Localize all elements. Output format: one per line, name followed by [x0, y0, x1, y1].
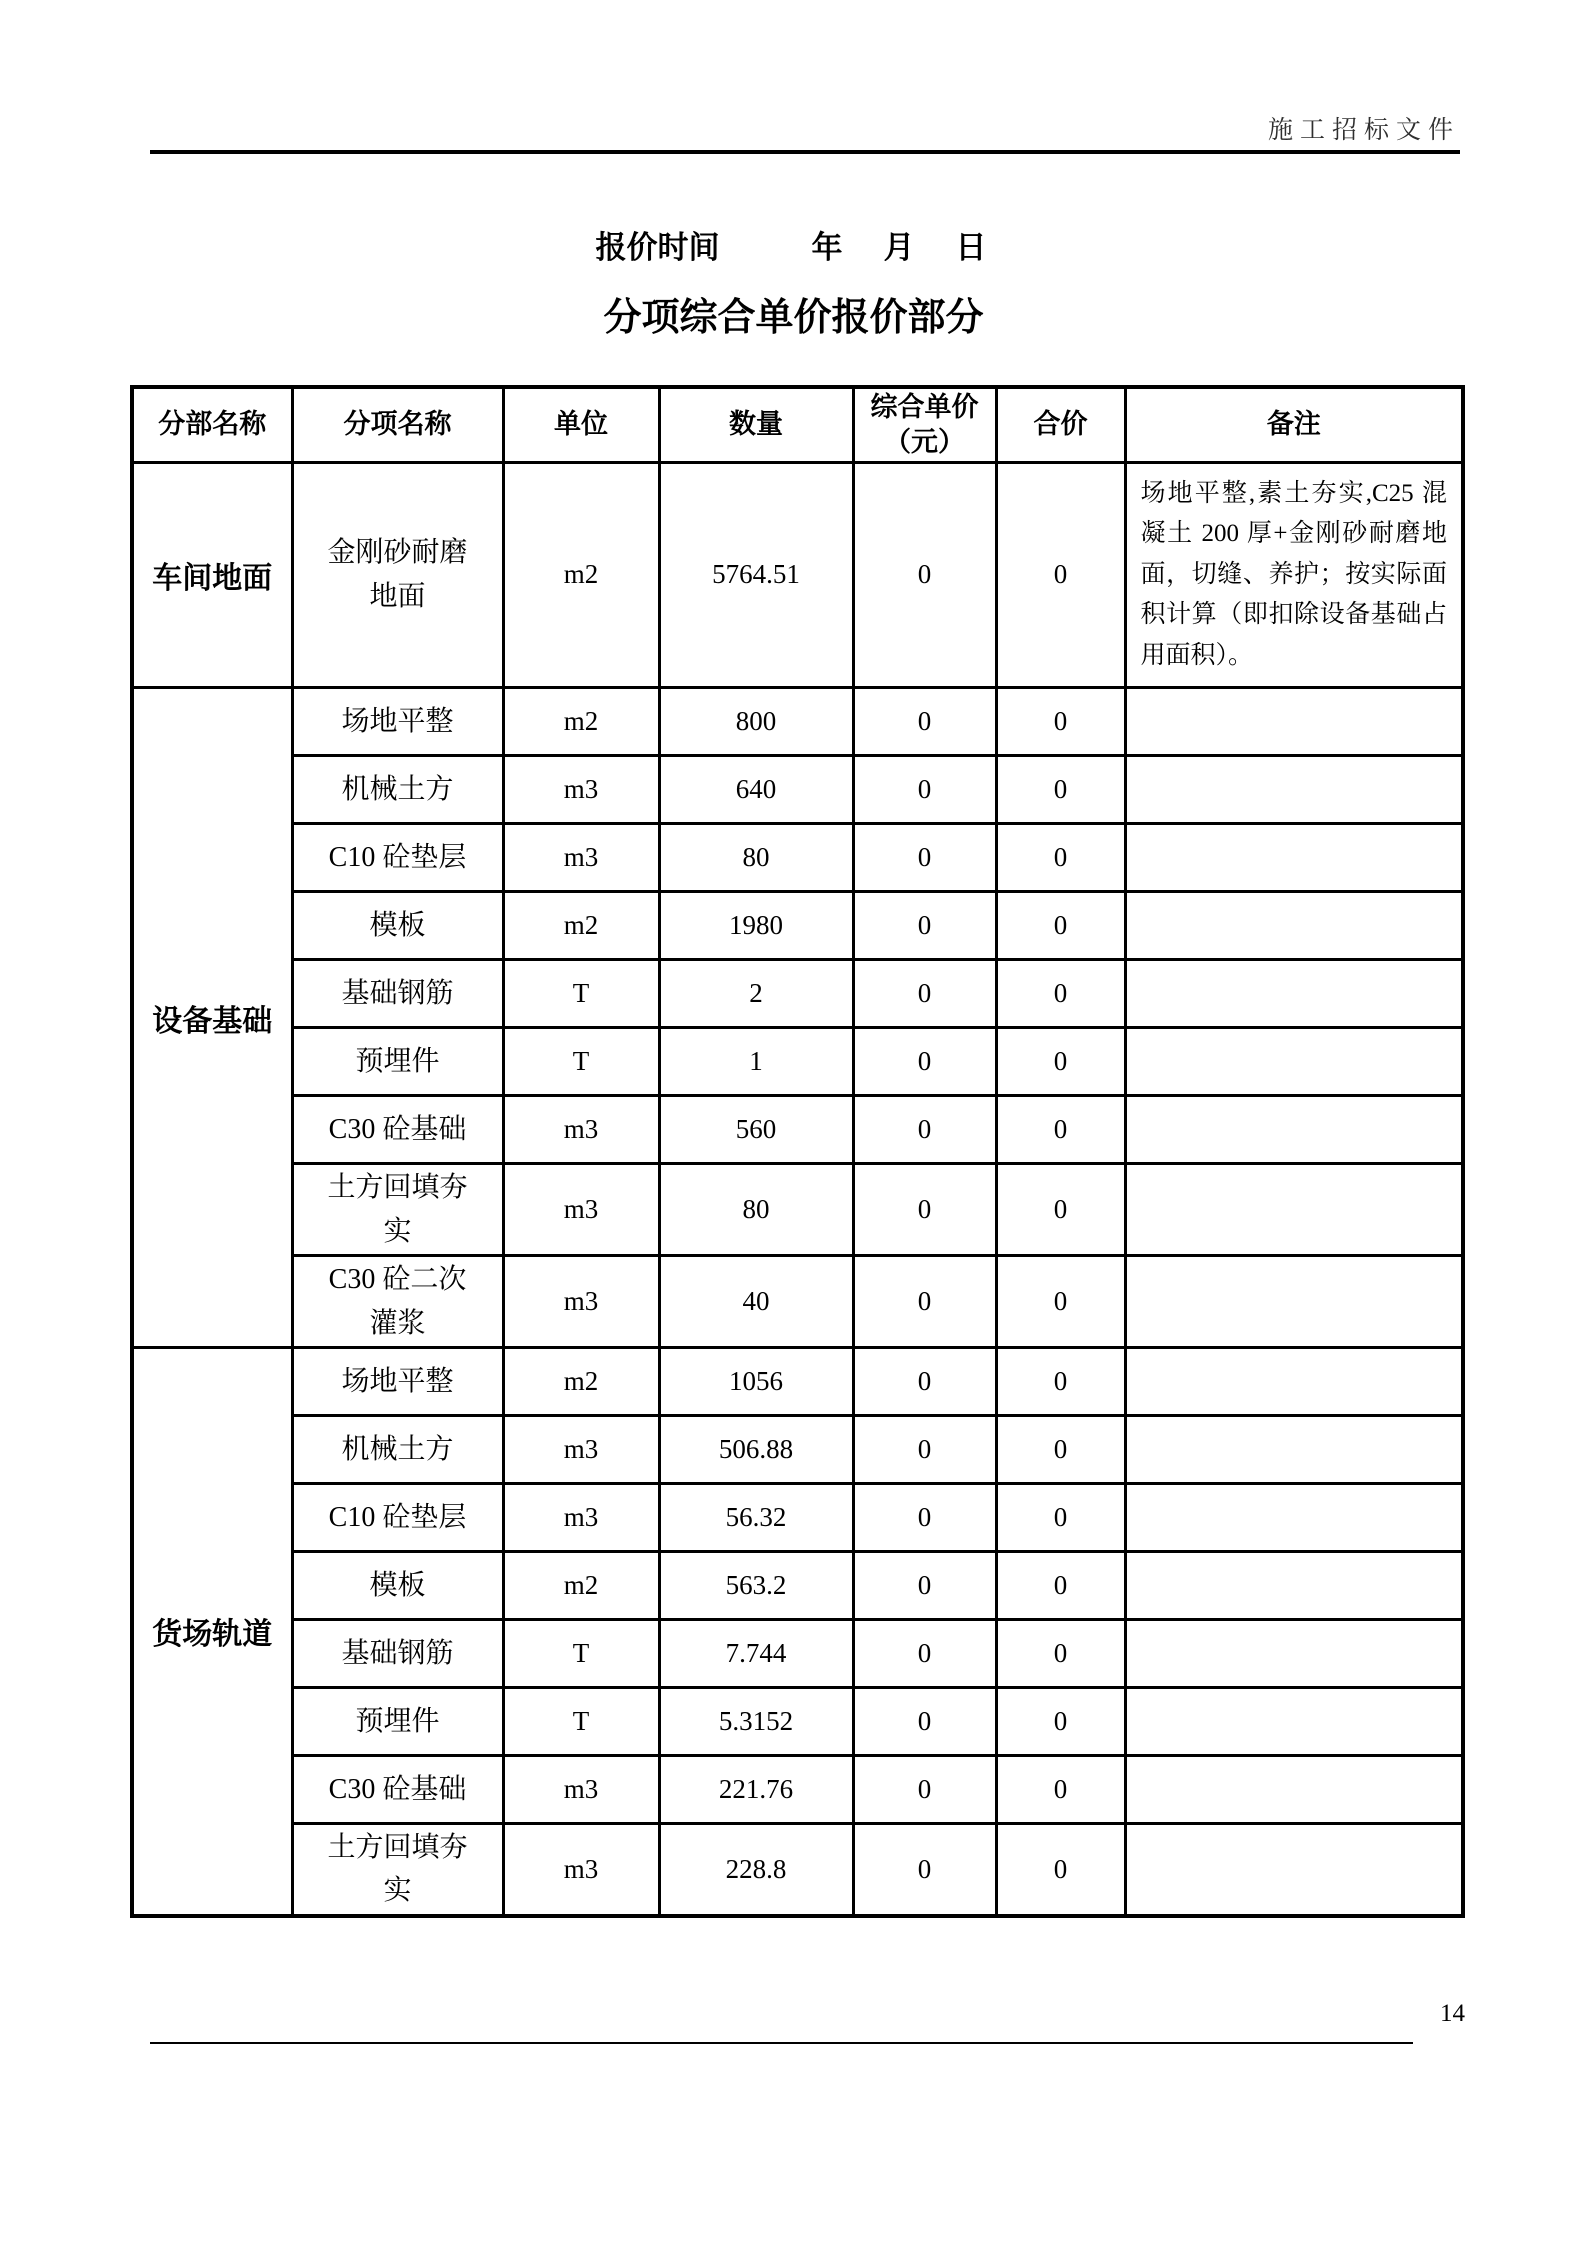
- total-cell: 0: [996, 1756, 1125, 1824]
- table-row: [132, 892, 1463, 960]
- unit-cell: m2: [503, 892, 659, 960]
- remark-cell: [1125, 1416, 1463, 1484]
- unit-cell: T: [503, 1620, 659, 1688]
- total-cell: 0: [996, 1164, 1125, 1256]
- table-row: [132, 1552, 1463, 1620]
- item-cell: 场地平整: [292, 1348, 503, 1416]
- page-number: 14: [1440, 2000, 1465, 2027]
- total-cell: 0: [996, 1028, 1125, 1096]
- unit-cell: m2: [503, 688, 659, 756]
- remark-cell: [1125, 960, 1463, 1028]
- price-cell: 0: [853, 1552, 996, 1620]
- unit-cell: m3: [503, 756, 659, 824]
- total-cell: 0: [996, 1348, 1125, 1416]
- table-row: [132, 1688, 1463, 1756]
- price-cell: 0: [853, 824, 996, 892]
- doc-header-title: 施工招标文件: [1267, 117, 1460, 144]
- price-cell: 0: [853, 960, 996, 1028]
- remark-cell: [1125, 1552, 1463, 1620]
- unit-cell: m3: [503, 1824, 659, 1916]
- price-cell: 0: [853, 1824, 996, 1916]
- remark-cell: [1125, 1256, 1463, 1348]
- item-cell: 土方回填夯实: [292, 1824, 503, 1916]
- item-cell: 机械土方: [292, 1416, 503, 1484]
- total-cell: 0: [996, 1096, 1125, 1164]
- unit-cell: m2: [503, 1348, 659, 1416]
- item-cell: 模板: [292, 892, 503, 960]
- item-cell: C10 砼垫层: [292, 824, 503, 892]
- price-cell: 0: [853, 1416, 996, 1484]
- table-row: [132, 1416, 1463, 1484]
- qty-cell: 80: [659, 824, 853, 892]
- qty-cell: 1: [659, 1028, 853, 1096]
- total-cell: 0: [996, 1552, 1125, 1620]
- table-row: [132, 462, 1463, 688]
- qty-cell: 228.8: [659, 1824, 853, 1916]
- unit-cell: m3: [503, 1756, 659, 1824]
- item-cell: C30 砼基础: [292, 1096, 503, 1164]
- table-row: [132, 1620, 1463, 1688]
- unit-cell: m3: [503, 1096, 659, 1164]
- remark-cell: [1125, 1096, 1463, 1164]
- unit-cell: m3: [503, 824, 659, 892]
- price-cell: 0: [853, 1256, 996, 1348]
- total-cell: 0: [996, 1688, 1125, 1756]
- header-rule: [150, 150, 1460, 154]
- item-cell: 基础钢筋: [292, 1620, 503, 1688]
- qty-cell: 800: [659, 688, 853, 756]
- table-header-row: [132, 387, 1463, 462]
- total-cell: 0: [996, 1256, 1125, 1348]
- qty-cell: 221.76: [659, 1756, 853, 1824]
- remark-cell: [1125, 1688, 1463, 1756]
- item-cell: 场地平整: [292, 688, 503, 756]
- qty-cell: 5.3152: [659, 1688, 853, 1756]
- qty-cell: 56.32: [659, 1484, 853, 1552]
- header-cell-unit-price: 综合单价（元）: [853, 387, 996, 462]
- item-cell: 机械土方: [292, 756, 503, 824]
- quote-time-title: [0, 222, 1587, 267]
- total-cell: 0: [996, 756, 1125, 824]
- price-cell: 0: [853, 462, 996, 688]
- header-cell-qty: 数量: [659, 387, 853, 462]
- table-row: [132, 1756, 1463, 1824]
- group-cell-freight-yard-track: 货场轨道: [132, 1348, 292, 1916]
- table-row: [132, 1348, 1463, 1416]
- item-cell: 土方回填夯实: [292, 1164, 503, 1256]
- total-cell: 0: [996, 892, 1125, 960]
- remark-cell: [1125, 824, 1463, 892]
- item-cell: 基础钢筋: [292, 960, 503, 1028]
- group-cell-workshop-floor: 车间地面: [132, 462, 292, 688]
- item-cell: C30 砼基础: [292, 1756, 503, 1824]
- qty-cell: 40: [659, 1256, 853, 1348]
- total-cell: 0: [996, 1620, 1125, 1688]
- qty-cell: 2: [659, 960, 853, 1028]
- qty-cell: 80: [659, 1164, 853, 1256]
- total-cell: 0: [996, 960, 1125, 1028]
- header-cell-unit: 单位: [503, 387, 659, 462]
- table-row: [132, 1484, 1463, 1552]
- qty-cell: 506.88: [659, 1416, 853, 1484]
- table-row: [132, 1164, 1463, 1256]
- total-cell: 0: [996, 824, 1125, 892]
- remark-cell: [1125, 1484, 1463, 1552]
- unit-cell: m3: [503, 1416, 659, 1484]
- total-cell: 0: [996, 688, 1125, 756]
- qty-cell: 7.744: [659, 1620, 853, 1688]
- remark-cell: [1125, 892, 1463, 960]
- price-cell: 0: [853, 892, 996, 960]
- item-cell: 预埋件: [292, 1688, 503, 1756]
- section-title: 分项综合单价报价部分: [603, 297, 984, 339]
- unit-cell: m2: [503, 1552, 659, 1620]
- header-cell-item: 分项名称: [292, 387, 503, 462]
- qty-cell: 1980: [659, 892, 853, 960]
- price-cell: 0: [853, 1484, 996, 1552]
- remark-cell: 场地平整,素土夯实,C25 混凝土 200 厚+金刚砂耐磨地面，切缝、养护；按实际面积计算（即扣除设备基础占用面积）。: [1125, 462, 1463, 688]
- pricing-table: [130, 385, 1465, 1918]
- unit-cell: m3: [503, 1164, 659, 1256]
- qty-cell: 560: [659, 1096, 853, 1164]
- price-cell: 0: [853, 1348, 996, 1416]
- item-cell: 金刚砂耐磨地面: [292, 462, 503, 688]
- remark-cell: [1125, 756, 1463, 824]
- unit-cell: T: [503, 1028, 659, 1096]
- qty-cell: 1056: [659, 1348, 853, 1416]
- qty-cell: 640: [659, 756, 853, 824]
- table-row: [132, 1824, 1463, 1916]
- remark-cell: [1125, 1028, 1463, 1096]
- header-cell-group: 分部名称: [132, 387, 292, 462]
- table-row: [132, 1256, 1463, 1348]
- table-row: [132, 824, 1463, 892]
- price-cell: 0: [853, 688, 996, 756]
- price-cell: 0: [853, 1688, 996, 1756]
- remark-cell: [1125, 688, 1463, 756]
- group-cell-equipment-foundation: 设备基础: [132, 688, 292, 1348]
- qty-cell: 563.2: [659, 1552, 853, 1620]
- total-cell: 0: [996, 462, 1125, 688]
- table-row: [132, 756, 1463, 824]
- total-cell: 0: [996, 1484, 1125, 1552]
- total-cell: 0: [996, 1824, 1125, 1916]
- unit-cell: m3: [503, 1484, 659, 1552]
- header-cell-total: 合价: [996, 387, 1125, 462]
- remark-cell: [1125, 1164, 1463, 1256]
- unit-cell: T: [503, 960, 659, 1028]
- table-row: [132, 688, 1463, 756]
- unit-cell: m2: [503, 462, 659, 688]
- price-cell: 0: [853, 756, 996, 824]
- price-cell: 0: [853, 1164, 996, 1256]
- footer-rule: [150, 2042, 1413, 2044]
- price-cell: 0: [853, 1756, 996, 1824]
- quote-time-label: 报价时间: [595, 230, 720, 265]
- table-row: [132, 960, 1463, 1028]
- remark-cell: [1125, 1756, 1463, 1824]
- item-cell: C30 砼二次灌浆: [292, 1256, 503, 1348]
- price-cell: 0: [853, 1620, 996, 1688]
- item-cell: C10 砼垫层: [292, 1484, 503, 1552]
- item-cell: 预埋件: [292, 1028, 503, 1096]
- remark-cell: [1125, 1824, 1463, 1916]
- price-cell: 0: [853, 1096, 996, 1164]
- price-cell: 0: [853, 1028, 996, 1096]
- remark-cell: [1125, 1348, 1463, 1416]
- header-cell-remark: 备注: [1125, 387, 1463, 462]
- remark-cell: [1125, 1620, 1463, 1688]
- table-row: [132, 1096, 1463, 1164]
- table-row: [132, 1028, 1463, 1096]
- item-cell: 模板: [292, 1552, 503, 1620]
- total-cell: 0: [996, 1416, 1125, 1484]
- qty-cell: 5764.51: [659, 462, 853, 688]
- unit-cell: m3: [503, 1256, 659, 1348]
- quote-date-placeholder: 年 月 日: [811, 230, 992, 265]
- unit-cell: T: [503, 1688, 659, 1756]
